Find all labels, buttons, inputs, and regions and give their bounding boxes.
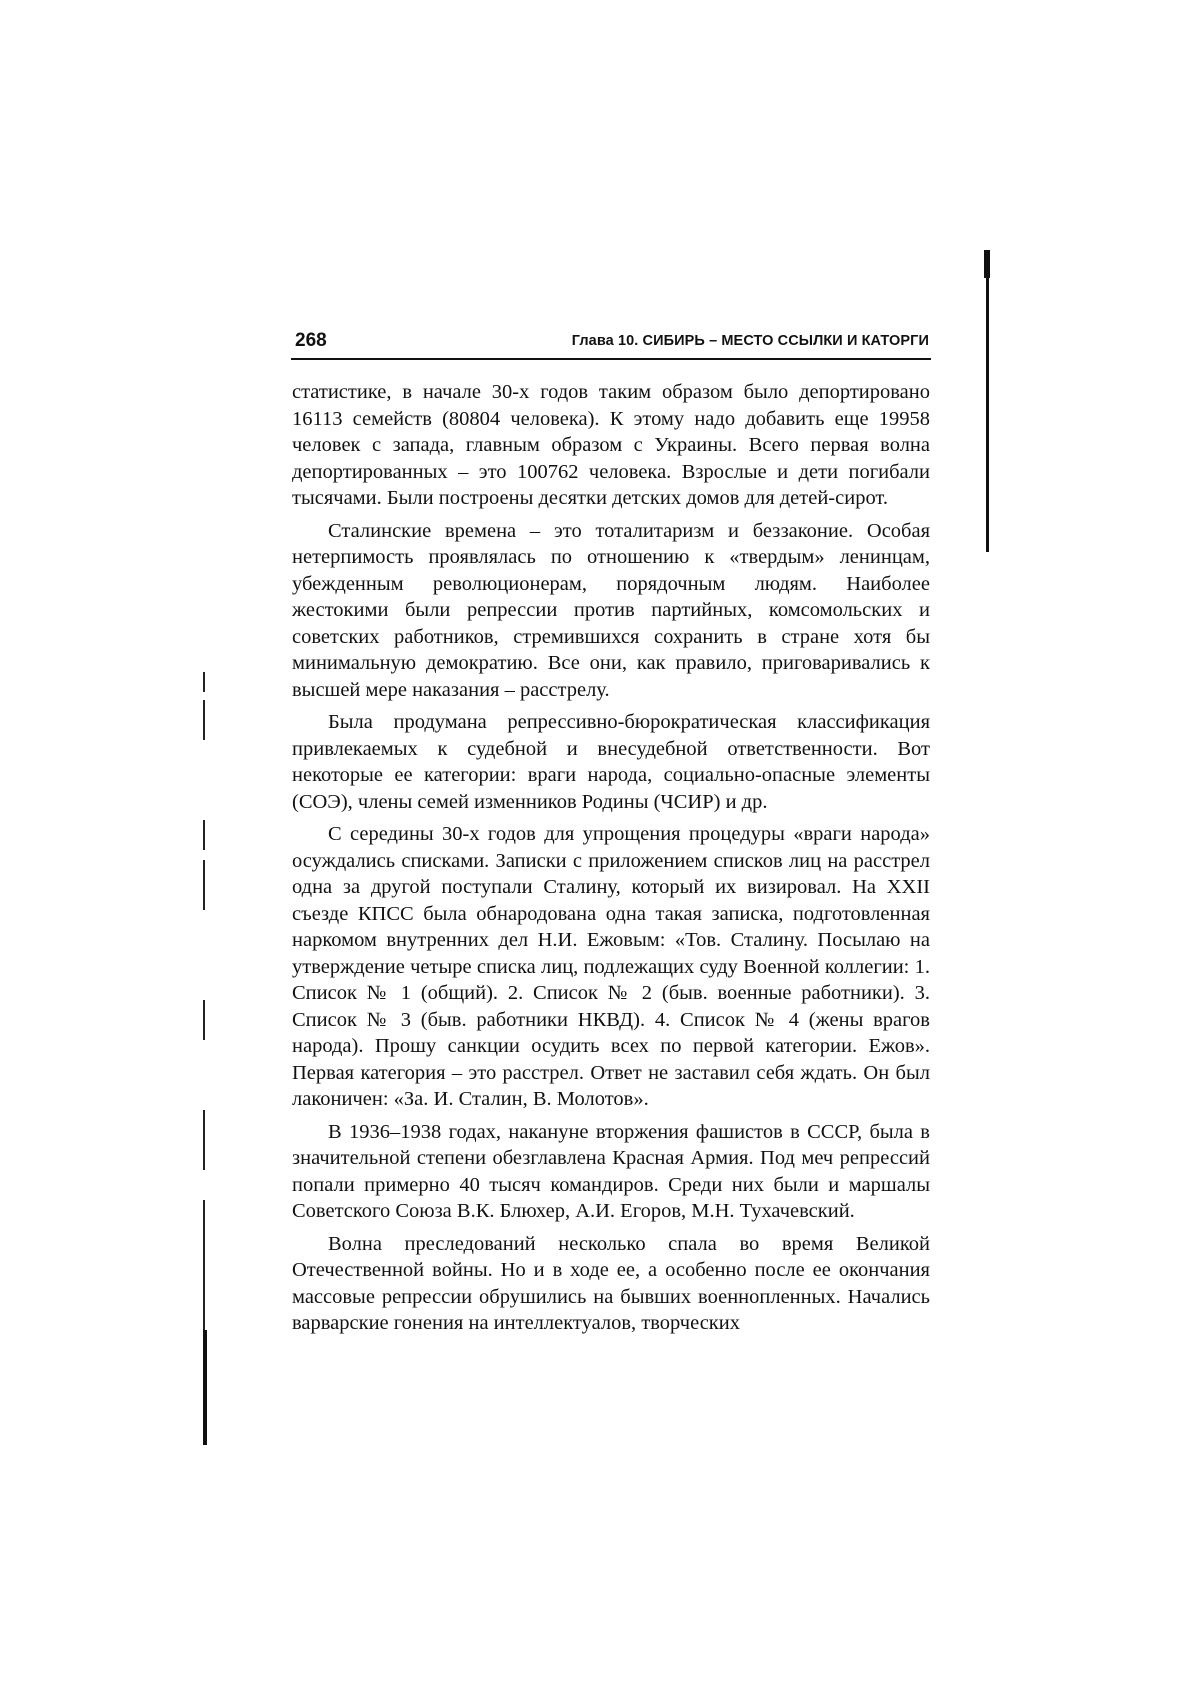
margin-mark-left: [203, 1000, 205, 1040]
margin-mark-left: [203, 1200, 205, 1330]
paragraph: С середины 30-х годов для упрощения процедуры «враги народа» осуждались списками. Записки с приложением списков лиц на расстрел одна за другой поступали Сталину, который их визировал. На XXII съезде КПСС была обнародована одна такая записка, подготовленная наркомом внутренних дел Н.И. Ежовым: «Тов. Сталину. Посылаю на утверждение четыре списка лиц, подлежащих суду Военной коллегии: 1. Список № 1 (общий). 2. Список № 2 (быв. военные работники). 3. Список № 3 (быв. работники НКВД). 4. Список № 4 (жены врагов народа). Прошу санкции осудить всех по первой категории. Ежов». Первая категория – это расстрел. Ответ не заставил себя ждать. Он был лаконичен: «За. И. Сталин, В. Молотов».: [292, 823, 930, 1110]
paragraph: Была продумана репрессивно-бюрократическая классификация привлекаемых к судебной и внесудебной ответственности. Вот некоторые ее категории: враги народа, социально-опасные элементы (СОЭ), члены семей изменников Родины (ЧСИР) и др.: [292, 711, 930, 813]
margin-mark-left: [203, 1110, 205, 1170]
margin-mark-left: [203, 700, 205, 740]
margin-mark-left: [203, 820, 205, 850]
margin-mark-left: [203, 672, 205, 692]
body-text: [292, 379, 930, 1343]
paragraph: Сталинские времена – это тоталитаризм и беззаконие. Особая нетерпимость проявлялась по отношению к «твердым» ленинцам, убежденным революционерам, порядочным людям. Наиболее жестокими были репрессии против партийных, комсомольских и советских работников, стремившихся сохранить в стране хотя бы минимальную демократию. Все они, как правило, приговаривались к высшей мере наказания – расстрелу.: [292, 519, 930, 701]
margin-mark-left: [203, 1330, 207, 1445]
paragraph: В 1936–1938 годах, накануне вторжения фашистов в СССР, была в значительной степени обезглавлена Красная Армия. Под меч репрессий попали примерно 40 тысяч командиров. Среди них были и маршалы Советского Союза В.К. Блюхер, А.И. Егоров, М.Н. Тухачевский.: [292, 1120, 930, 1222]
page-header: [291, 328, 931, 360]
page-number: 268: [295, 330, 327, 351]
paragraph: Волна преследований несколько спала во время Великой Отечественной войны. Но и в ходе ее, а особенно после ее окончания массовые репрессии обрушились на бывших военнопленных. Начались варварские гонения на интеллектуалов, творческих: [292, 1232, 930, 1334]
margin-mark-right: [986, 252, 989, 552]
paragraph: статистике, в начале 30-х годов таким образом было депортировано 16113 семейств (80804 человека). К этому надо добавить еще 19958 человек с запада, главным образом с Украины. Всего первая волна депортированных – это 100762 человека. Взрослые и дети погибали тысячами. Были построены десятки детских домов для детей-сирот.: [292, 381, 930, 509]
margin-mark-left: [203, 860, 205, 910]
running-head: Глава 10. СИБИРЬ – МЕСТО ССЫЛКИ И КАТОРГИ: [571, 333, 929, 349]
